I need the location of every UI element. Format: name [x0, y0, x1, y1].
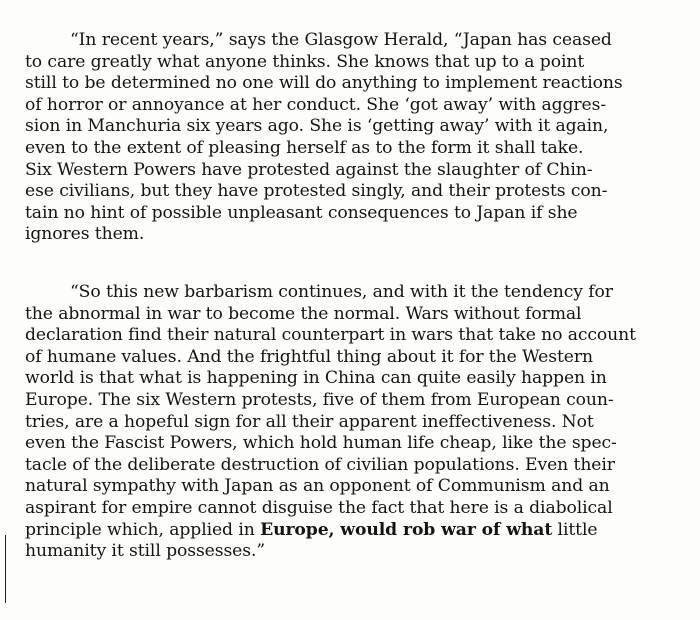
margin-rule [5, 535, 6, 603]
text-line: of horror or annoyance at her conduct. She ‘got away’ with aggres- [25, 94, 607, 115]
text-line: ese civilians, but they have protested singly, and their protests con- [25, 181, 608, 202]
text-line: to care greatly what anyone thinks. She knows that up to a point [25, 51, 585, 72]
text-segment: principle which, applied in [25, 519, 261, 540]
text-line: Europe. The six Western protests, five of them from European coun- [25, 389, 614, 410]
text-line: declaration find their natural counterpart in wars that take no account [25, 325, 636, 346]
text-line: ignores them. [25, 224, 145, 245]
text-line: of humane values. And the frightful thing about it for the Western [25, 346, 593, 367]
text-line: Six Western Powers have protested against the slaughter of Chin- [25, 159, 593, 180]
text-segment: little [552, 519, 598, 540]
quote-paragraph-2 [25, 282, 677, 563]
text-line: humanity it still possesses.” [25, 541, 266, 562]
text-line: tacle of the deliberate destruction of civilian populations. Even their [25, 454, 615, 475]
bold-text-segment: Europe, would rob war of what [260, 519, 553, 540]
text-line: tries, are a hopeful sign for all their apparent ineffectiveness. Not [25, 411, 594, 432]
text-line [25, 520, 677, 542]
text-line: natural sympathy with Japan as an opponent of Communism and an [25, 476, 610, 497]
text-line: even the Fascist Powers, which hold human life cheap, like the spec- [25, 433, 617, 454]
text-line: tain no hint of possible unpleasant consequences to Japan if she [25, 202, 578, 223]
text-line: world is that what is happening in China can quite easily happen in [25, 368, 607, 389]
quote-paragraph-1 [25, 30, 677, 246]
text-line: the abnormal in war to become the normal. Wars without formal [25, 303, 582, 324]
text-line: aspirant for empire cannot disguise the fact that here is a diabolical [25, 497, 613, 518]
text-line: still to be determined no one will do anything to implement reactions [25, 73, 623, 94]
text-line: “In recent years,” says the Glasgow Herald, “Japan has ceased [70, 30, 612, 50]
text-line: even to the extent of pleasing herself as to the form it shall take. [25, 137, 584, 158]
text-line: sion in Manchuria six years ago. She is ‘getting away’ with it again, [25, 116, 609, 137]
text-line: “So this new barbarism continues, and with it the tendency for [70, 282, 613, 302]
